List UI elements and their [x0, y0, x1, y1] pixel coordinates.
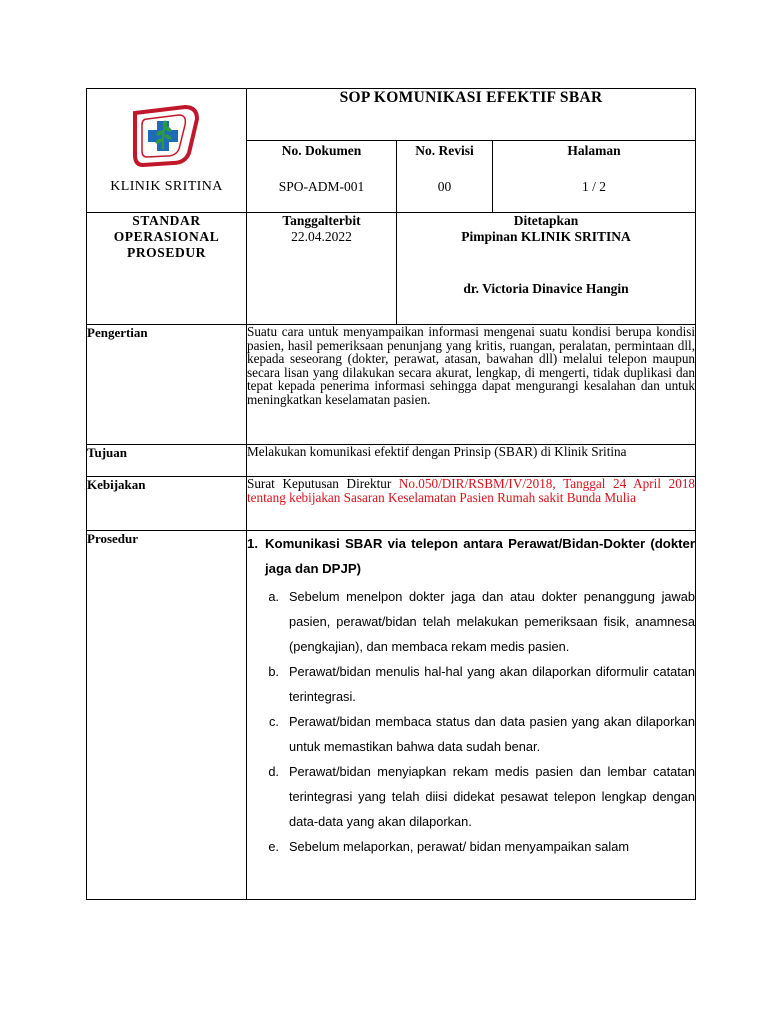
procedure-step [247, 531, 695, 581]
procedure-item [247, 709, 695, 759]
issue-date-value: 22.04.2022 [291, 229, 352, 244]
page-value: 1 / 2 [582, 179, 607, 194]
pengertian-text: Suatu cara untuk menyampaikan informasi mengenai suatu kondisi berupa kondisi pasien, hasil pemeriksaan penunjang yang kritis, ruangan, peralatan, permintaan dll, kepada seseorang (dokter, perawat, atasan, bawahan dll) melalui telepon maupun secara lisan yang dilakukan secara akurat, lengkap, di mengerti, tidak duplikasi dan tepat kepada penerima informasi sehingga dapat mengurangi kesalahan dan untuk meningkatkan keselamatan pasien. [247, 325, 696, 445]
item-letter: c. [269, 714, 279, 729]
clinic-cross-logo-icon [129, 105, 203, 169]
sop-label-line: OPERASIONAL [113, 229, 220, 244]
prosedur-content [247, 531, 696, 900]
procedure-items [247, 584, 695, 859]
doc-number-value: SPO-ADM-001 [278, 179, 365, 194]
approval-by: Pimpinan KLINIK SRITINA [461, 229, 631, 244]
pengertian-label: Pengertian [87, 325, 247, 445]
page-cell [493, 141, 696, 213]
revision-value: 00 [437, 179, 452, 194]
tujuan-label: Tujuan [87, 445, 247, 477]
item-letter: b. [268, 664, 279, 679]
sop-label-line: STANDAR [132, 213, 201, 228]
revision-label: No. Revisi [415, 143, 474, 158]
sop-label-line: PROSEDUR [126, 245, 207, 260]
kebijakan-text [247, 477, 696, 531]
item-letter: d. [268, 764, 279, 779]
item-letter: e. [268, 839, 279, 854]
procedure-item [247, 659, 695, 709]
sop-document-table [86, 88, 696, 900]
item-text: Perawat/bidan membaca status dan data pasien yang akan dilaporkan untuk memastikan bahwa data sudah benar. [289, 714, 696, 754]
signer-name: dr. Victoria Dinavice Hangin [463, 281, 629, 296]
doc-number-cell [247, 141, 397, 213]
issue-date-cell [247, 213, 397, 325]
item-text: Perawat/bidan menulis hal-hal yang akan dilaporkan diformulir catatan terintegrasi. [289, 664, 696, 704]
item-text: Sebelum melaporkan, perawat/ bidan menyampaikan salam [289, 839, 630, 854]
clinic-name: KLINIK SRITINA [110, 179, 223, 194]
procedure-item [247, 759, 695, 834]
doc-number-label: No. Dokumen [281, 143, 362, 158]
logo-cell [87, 89, 247, 213]
document-title: SOP KOMUNIKASI EFEKTIF SBAR [247, 89, 696, 141]
tujuan-text: Melakukan komunikasi efektif dengan Prinsip (SBAR) di Klinik Sritina [247, 445, 696, 477]
procedure-item [247, 584, 695, 659]
approval-label: Ditetapkan [513, 213, 579, 228]
step-number: 1. [247, 536, 258, 551]
step-title: Komunikasi SBAR via telepon antara Perawat/Bidan-Dokter (dokter jaga dan DPJP) [265, 536, 696, 576]
item-text: Perawat/bidan menyiapkan rekam medis pasien dan lembar catatan terintegrasi yang telah diisi didekat pesawat telepon lengkap dengan data-data yang akan dilaporkan. [289, 764, 696, 829]
page-label: Halaman [567, 143, 621, 158]
item-text: Sebelum menelpon dokter jaga dan atau dokter penanggung jawab pasien, perawat/bidan telah melakukan pemeriksaan fisik, anamnesa (pengkajian), dan membaca rekam medis pasien. [289, 589, 696, 654]
approval-cell [397, 213, 696, 325]
revision-cell [397, 141, 493, 213]
kebijakan-reference: No.050/DIR/RSBM/IV/2018, Tanggal 24 April 2018 tentang kebijakan Sasaran Keselamatan Pasien Rumah sakit Bunda Mulia [247, 476, 696, 505]
prosedur-label: Prosedur [87, 531, 247, 900]
issue-date-label: Tanggalterbit [282, 213, 361, 228]
sop-label [87, 213, 247, 325]
kebijakan-label: Kebijakan [87, 477, 247, 531]
procedure-item [247, 834, 695, 859]
item-letter: a. [268, 589, 279, 604]
kebijakan-plain: Surat Keputusan Direktur [247, 476, 399, 491]
